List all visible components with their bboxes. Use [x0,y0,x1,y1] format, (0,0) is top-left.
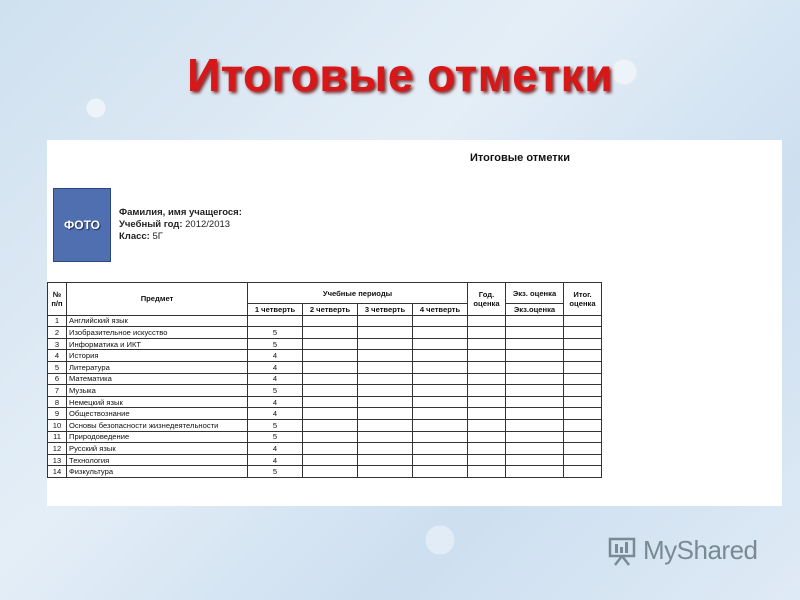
table-row [48,443,602,455]
header-final: Итог. оценка [564,283,602,316]
row-num: 8 [48,396,67,408]
row-quarter-4 [413,408,468,420]
row-quarter-3 [358,338,413,350]
row-exam [506,327,564,339]
header-num: № п/п [48,283,67,316]
row-quarter-4 [413,466,468,478]
row-exam [506,408,564,420]
row-quarter-2 [303,373,358,385]
year-label: Учебный год: [119,219,183,230]
row-quarter-3 [358,419,413,431]
row-quarter-3 [358,431,413,443]
document-title: Итоговые отметки [470,152,570,164]
row-subject: Музыка [67,385,248,397]
row-num: 11 [48,431,67,443]
row-num: 10 [48,419,67,431]
row-annual [468,431,506,443]
row-quarter-1 [248,315,303,327]
row-subject: История [67,350,248,362]
row-quarter-3 [358,373,413,385]
row-exam [506,338,564,350]
row-exam [506,419,564,431]
row-quarter-4 [413,419,468,431]
table-row [48,396,602,408]
row-exam [506,431,564,443]
row-annual [468,419,506,431]
row-subject: Физкультура [67,466,248,478]
row-quarter-2 [303,408,358,420]
row-annual [468,454,506,466]
table-row [48,327,602,339]
header-annual: Год. оценка [468,283,506,316]
row-exam [506,396,564,408]
row-final [564,385,602,397]
row-quarter-4 [413,454,468,466]
presentation-board-icon [607,536,637,566]
table-row [48,350,602,362]
row-subject: Немецкий язык [67,396,248,408]
row-quarter-3 [358,361,413,373]
row-annual [468,315,506,327]
row-quarter-2 [303,419,358,431]
row-subject: Информатика и ИКТ [67,338,248,350]
slide-title: Итоговые отметки [187,49,613,101]
row-num: 6 [48,373,67,385]
row-num: 13 [48,454,67,466]
row-subject: Английский язык [67,315,248,327]
row-subject: Математика [67,373,248,385]
row-quarter-2 [303,385,358,397]
row-quarter-3 [358,350,413,362]
row-quarter-4 [413,350,468,362]
row-quarter-4 [413,315,468,327]
row-quarter-1: 5 [248,327,303,339]
row-quarter-4 [413,373,468,385]
row-exam [506,443,564,455]
row-quarter-4 [413,396,468,408]
row-quarter-1: 4 [248,350,303,362]
row-final [564,408,602,420]
row-final [564,373,602,385]
photo-placeholder [53,188,111,262]
row-annual [468,361,506,373]
table-row [48,338,602,350]
table-row [48,361,602,373]
row-num: 3 [48,338,67,350]
row-num: 7 [48,385,67,397]
row-num: 1 [48,315,67,327]
row-quarter-1: 4 [248,443,303,455]
row-quarter-3 [358,466,413,478]
header-quarter-4: 4 четверть [413,304,468,316]
row-quarter-2 [303,350,358,362]
row-annual [468,396,506,408]
student-name-label: Фамилия, имя учащегося: [119,207,242,218]
class-value: 5Г [152,231,163,242]
row-annual [468,385,506,397]
row-quarter-4 [413,361,468,373]
table-row [48,408,602,420]
row-quarter-3 [358,454,413,466]
row-quarter-2 [303,315,358,327]
row-quarter-1: 5 [248,419,303,431]
table-row [48,454,602,466]
watermark-text: MyShared [643,535,758,565]
row-subject: Литература [67,361,248,373]
row-subject: Технология [67,454,248,466]
row-quarter-2 [303,431,358,443]
row-annual [468,350,506,362]
row-quarter-4 [413,443,468,455]
row-quarter-2 [303,454,358,466]
row-num: 14 [48,466,67,478]
photo-label: ФОТО [64,218,100,232]
row-quarter-1: 4 [248,396,303,408]
row-exam [506,315,564,327]
row-quarter-1: 4 [248,373,303,385]
row-quarter-3 [358,396,413,408]
row-quarter-3 [358,315,413,327]
row-quarter-2 [303,396,358,408]
row-exam [506,454,564,466]
table-row [48,431,602,443]
table-row [48,315,602,327]
watermark [607,535,758,566]
row-num: 9 [48,408,67,420]
row-quarter-1: 4 [248,454,303,466]
row-exam [506,385,564,397]
row-quarter-1: 5 [248,338,303,350]
student-info [119,207,242,243]
row-quarter-3 [358,385,413,397]
row-quarter-1: 5 [248,466,303,478]
row-quarter-4 [413,327,468,339]
row-exam [506,350,564,362]
header-subject: Предмет [67,283,248,316]
row-subject: Изобразительное искусство [67,327,248,339]
row-final [564,396,602,408]
row-final [564,443,602,455]
row-num: 4 [48,350,67,362]
row-final [564,315,602,327]
row-quarter-2 [303,327,358,339]
row-final [564,350,602,362]
row-quarter-4 [413,431,468,443]
header-exam-sub: Экз.оценка [506,304,564,316]
header-periods: Учебные периоды [248,283,468,304]
table-row [48,466,602,478]
row-quarter-1: 4 [248,361,303,373]
row-subject: Русский язык [67,443,248,455]
row-exam [506,373,564,385]
header-quarter-2: 2 четверть [303,304,358,316]
row-quarter-3 [358,408,413,420]
row-exam [506,466,564,478]
row-annual [468,338,506,350]
row-quarter-4 [413,385,468,397]
table-row [48,373,602,385]
header-exam: Экз. оценка [506,283,564,304]
row-final [564,466,602,478]
row-final [564,327,602,339]
row-num: 12 [48,443,67,455]
row-final [564,431,602,443]
row-annual [468,373,506,385]
row-quarter-1: 4 [248,408,303,420]
table-row [48,419,602,431]
row-subject: Основы безопасности жизнедеятельности [67,419,248,431]
row-annual [468,408,506,420]
row-quarter-3 [358,327,413,339]
header-quarter-1: 1 четверть [248,304,303,316]
row-num: 2 [48,327,67,339]
row-quarter-2 [303,443,358,455]
row-annual [468,443,506,455]
row-final [564,454,602,466]
row-quarter-1: 5 [248,385,303,397]
class-label: Класс: [119,231,150,242]
row-quarter-4 [413,338,468,350]
row-quarter-2 [303,338,358,350]
report-card-document [47,140,782,506]
row-final [564,419,602,431]
row-subject: Природоведение [67,431,248,443]
grades-table-body [48,315,602,477]
row-quarter-2 [303,361,358,373]
row-final [564,338,602,350]
header-quarter-3: 3 четверть [358,304,413,316]
row-annual [468,327,506,339]
row-final [564,361,602,373]
row-exam [506,361,564,373]
row-annual [468,466,506,478]
row-quarter-3 [358,443,413,455]
row-subject: Обществознание [67,408,248,420]
row-num: 5 [48,361,67,373]
row-quarter-1: 5 [248,431,303,443]
table-row [48,385,602,397]
grades-table [47,282,602,478]
year-value: 2012/2013 [185,219,231,230]
row-quarter-2 [303,466,358,478]
